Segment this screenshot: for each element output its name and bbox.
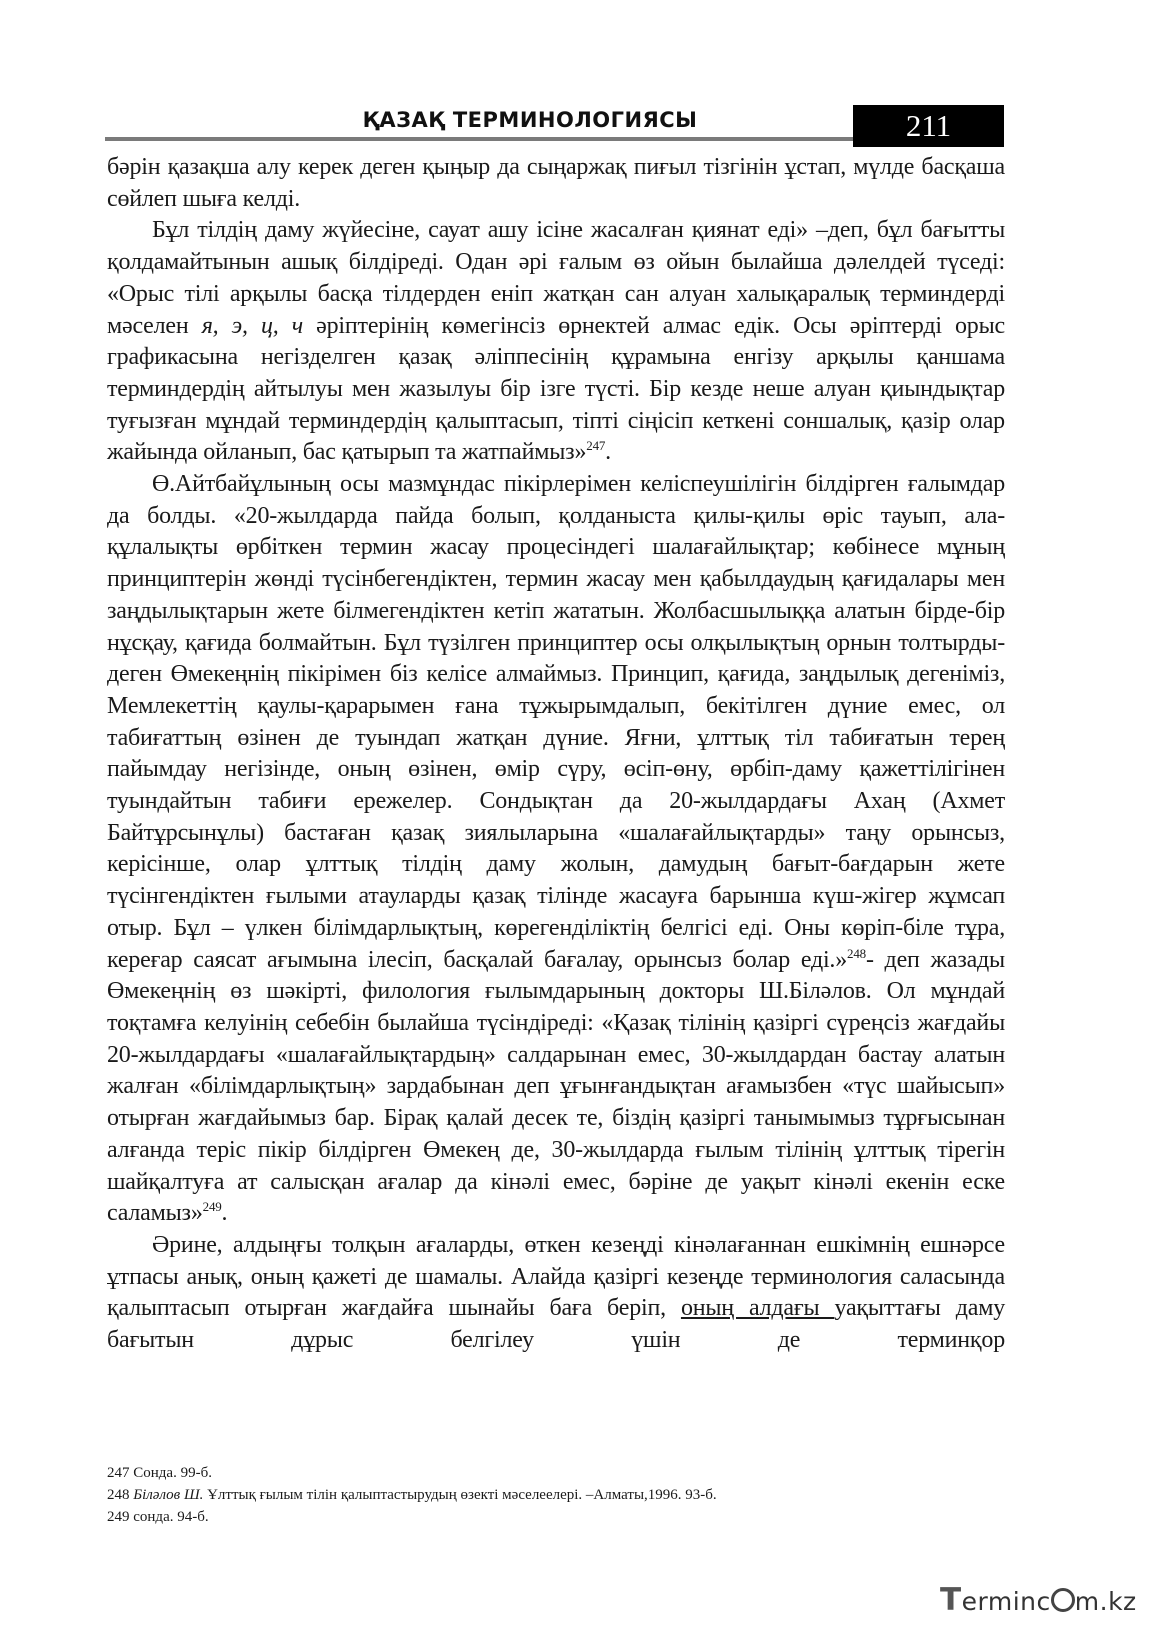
text-run: 247 Сонда. 99-б. bbox=[107, 1465, 212, 1481]
text-run: әріптерінің көмегінсіз өрнектей алмас едік. Осы әріптерді орыс графикасына негізделген қазақ әліппесінің құрамына енгізу арқылы қаншама терминдердің айтылуы мен жазылуы бір ізге түсті. Бір кезде неше алуан қиындықтар туғызған мұндай терминдердің қалыптасып, тіпті сіңісіп кеткені соншалық, қазір олар жайында ойланып, бас қатырып та жатпаймыз» bbox=[107, 312, 1005, 466]
text-run: Біләлов Ш. bbox=[133, 1487, 204, 1503]
text-run: бәрін қазақша алу керек деген қыңыр да сыңаржақ пиғыл тізгінін ұстап, мүлде басқаша сөйлеп шыға келді. bbox=[107, 154, 1005, 212]
logo-text-middle: ermin bbox=[961, 1587, 1037, 1616]
text-run: . bbox=[221, 1200, 228, 1227]
text-run: Әрине, алдыңғы толқын ағаларды, өткен кезеңді кінәлағаннан ешкімнің ешнәрсе ұтпасы анық, оның қажеті де шамалы. Алайда қазіргі кезеңде терминология саласында қалыптасып отырған жағдайға шынайы баға беріп, bbox=[107, 1231, 1005, 1322]
running-title: ҚАЗАҚ ТЕРМИНОЛОГИЯСЫ bbox=[362, 108, 698, 132]
main-text bbox=[107, 152, 1005, 1357]
logo-t-mark: T bbox=[940, 1582, 962, 1618]
paragraph bbox=[107, 469, 1005, 1230]
header-rule bbox=[105, 137, 853, 141]
page-header bbox=[105, 105, 1005, 147]
circle-o-icon bbox=[1051, 1588, 1075, 1612]
footnote-ref[interactable]: 247 bbox=[586, 438, 606, 454]
site-watermark-logo bbox=[940, 1582, 1150, 1622]
footnote-ref[interactable]: 248 bbox=[847, 945, 866, 961]
logo-c-mark: c bbox=[1036, 1587, 1051, 1616]
paragraph bbox=[107, 1230, 1005, 1357]
text-run: 248 bbox=[107, 1487, 134, 1503]
footnote bbox=[107, 1484, 1005, 1506]
page-number: 211 bbox=[853, 105, 1004, 147]
footnote bbox=[107, 1506, 1005, 1528]
text-run: уақыттағы даму бағытын дұрыс белгілеу үшін де терминқор bbox=[107, 1295, 1005, 1354]
footnote-ref[interactable]: 249 bbox=[202, 1199, 222, 1215]
text-run: я, э, ц, ч bbox=[201, 312, 303, 339]
footnote bbox=[107, 1462, 1005, 1484]
paragraph bbox=[107, 152, 1005, 215]
text-run: Ұлттық ғылым тілін қалыптастырудың өзекті мәселеелері. –Алматы,1996. 93-б. bbox=[203, 1487, 717, 1503]
paragraph bbox=[107, 215, 1005, 469]
text-run: оның алдағы bbox=[680, 1295, 835, 1322]
text-run: 249 сонда. 94-б. bbox=[107, 1509, 209, 1525]
footnotes bbox=[107, 1462, 1005, 1528]
logo-text-end: m.kz bbox=[1074, 1587, 1137, 1616]
text-run: - деп жазады Өмекеңнің өз шәкірті, филология ғылымдарының докторы Ш.Біләлов. Ол мұндай тоқтамға келуінің себебін былайша түсіндіреді: «Қазақ тілінің қазіргі сүреңсіз жағдайы 20-жылдардағы «шалағайлықтардың» салдарынан емес, 30-жылдардан бастау алатын жалған «білімдарлықтың» зардабынан деп ұғынғандықтан ағамызбен «түс шайысып» отырған жағдайымыз бар. Бірақ қалай десек те, біздің қазіргі танымымыз тұрғысынан алғанда теріс пікір білдірген Өмекең де, 30-жылдарда ғылым тілінің ұлттық тірегін шайқалтуға ат салысқан ағалар да кінәлі емес, бәріне де уақыт кінәлі екенін еске саламыз» bbox=[107, 946, 1005, 1227]
text-run: Бұл тілдің даму жүйесіне, сауат ашу ісіне жасалған қиянат еді» –деп, бұл бағытты қолдамайтынын ашық білдіреді. Одан әрі ғалым өз ойын былайша дәлелдей түседі: «Орыс тілі арқылы басқа тілдерден еніп жатқан сан алуан халықаралық терминдерді мәселен bbox=[107, 217, 1005, 339]
text-run: . bbox=[605, 439, 611, 466]
text-run: Ө.Айтбайұлының осы мазмұндас пікірлерімен келіспеушілігін білдірген ғалымдар да болды. «20-жылдарда пайда болып, қолданыста қилы-қилы өріс тауып, ала-құлалықты өрбіткен термин жасау процесіндегі шалағайлықтар; көбінесе мұның принциптерін жөнді түсінбегендіктен, термин жасау мен қабылдаудың қағидалары мен заңдылықтарын жете білмегендіктен кетіп жататын. Жолбасшылыққа алатын бірде-бір нұсқау, қағида болмайтын. Бұл түзілген принциптер осы олқылықтың орнын толтырды- деген Өмекеңнің пікірімен біз келісе алмаймыз. Принцип, қағида, заңдылық дегеніміз, Мемлекеттің қаулы-қарарымен ғана тұжырымдалып, бекітілген дүние емес, ол табиғаттың өзінен де туындап жатқан дүние. Яғни, ұлттық тіл табиғатын терең пайымдау негізінде, оның өзінен, өмір сүру, өсіп-өну, өрбіп-даму қажеттілігінен туындайтын табиғи ережелер. Сондықтан да 20-жылдардағы Ахаң (Ахмет Байтұрсынұлы) бастаған қазақ зиялыларына «шалағайлықтарды» таңу орынсыз, керісінше, олар ұлттық тілдің даму жолын, дамудың бағыт-бағдарын жете түсінгендіктен ғылыми атауларды қазақ тілінде жасауға барынша күш-жігер жұмсап отыр. Бұл – үлкен білімдарлықтың, көрегенділіктің белгісі еді. Оны көріп-біле тұра, кереғар саясат ағымына ілесіп, басқалай бағалау, орынсыз болар еді.» bbox=[107, 471, 1005, 973]
